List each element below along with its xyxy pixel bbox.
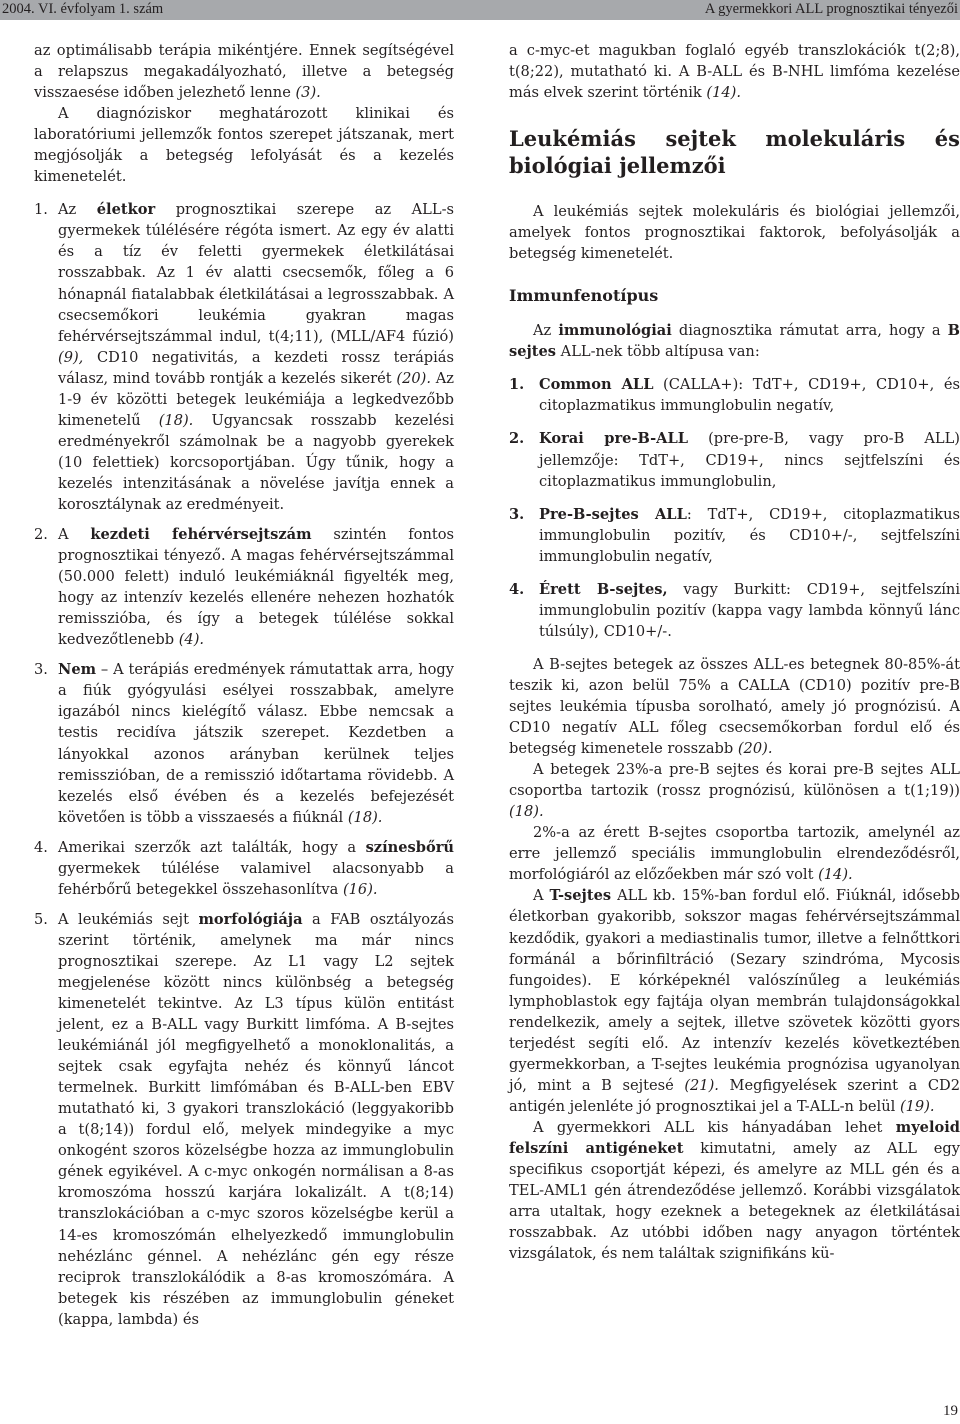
list-item: 3. Pre-B-sejtes ALL: TdT+, CD19+, citoplazmatikus immunglobulin pozitív, és CD10+/-, sejtfelszíni immunglobulin negatív, (509, 505, 960, 565)
list-item: 3. Nem – A terápiás eredmények rámutattak arra, hogy a fiúk gyógyulási esélyei rosszabbak, amelyre igazából nincs kielégítő válasz. Ebbe nemcsak a testis recidíva játszik szerepet. Kezdetben a lányokkal azonos arányban kerülnek teljes remisszióban, de a remisszió időtartama rövidebb. A kezelés első évében és a kezelés befejezését követően is több a visszaesés a fiúknál (18). (34, 661, 454, 826)
paragraph: A gyermekkori ALL kis hányadában lehet myeloid felszíni antigéneket kimutatni, amely az ALL egy specifikus csoportját képezi, és amelyre az MLL gén és a TEL-AML1 gén átrendeződése jellemző. Korábbi vizsgálatok arra utaltak, hogy ezeknek a betegeknek az életkilátásai rosszabbak. Az utóbbi időben nagy anyagon történtek vizsgálatok, és nem találtak szignifikáns kü- (509, 1118, 960, 1263)
list-item: 4. Amerikai szerzők azt találták, hogy a színesbőrű gyermekek túlélése valamivel alacsonyabb a fehérbőrű betegekkel összehasonlítva (16). (34, 838, 454, 898)
running-title: A gyermekkori ALL prognosztikai tényezői (704, 1, 958, 17)
page-header (0, 0, 960, 20)
list-item: 1. Az életkor prognosztikai szerepe az ALL-s gyermekek túlélésére régóta ismert. Az egy év alatti és a tíz év feletti gyermekek életkilátásai rosszabbak. Az 1 év alatti csecsemők, főleg a 6 hónapnál fiatalabbak életkilátásai a legrosszabbak. A csecsemőkori leukémia gyakran magas fehérvérsejtszámmal indul, t(4;11), (MLL/AF4 fúzió) (9), CD10 negativitás, a kezdeti rossz terápiás válasz, mind tovább rontják a kezelés sikerét (20). Az 1-9 év közötti betegek leukémiája a legkedvezőbb kimenetelű (18). Ugyancsak rosszabb kezelési eredményekről számolnak be a nagyobb gyerekek (10 felettiek) korcsoportjában. Úgy tűnik, hogy a kezelés intenzitásának a növelése javítja ennek a korosztálynak az eredményeit. (34, 201, 454, 513)
paragraph: az optimálisabb terápia mikéntjére. Ennek segítségével a relapszus megakadályozható, illetve a betegség visszaesése időben jelezhető lenne (3). (34, 42, 454, 102)
left-column (34, 40, 454, 1330)
right-column (509, 40, 960, 1264)
list-item: 2. A kezdeti fehérvérsejtszám szintén fontos prognosztikai tényező. A magas fehérvérsejtszámmal (50.000 felett) induló leukémiáknál figyelték meg, hogy az intenzív kezelés ellenére nehezen hozhatók remisszióba, és így a betegek túlélése sokkal kedvezőtlenebb (4). (34, 526, 454, 649)
paragraph: A T-sejtes ALL kb. 15%-ban fordul elő. Fiúknál, idősebb életkorban gyakoribb, sokszor magas fehérvérsejtszámmal kezdődik, gyakori a mediastinalis tumor, illetve a felnőttkori formánál a bőrinfiltráció (Sezary szindróma, Mycosis fungoides). E kórképeknél valószínűleg a leukémiás lymphoblastok egy fajtája olyan membrán tulajdonságokkal rendelkezik, amely a sejtek, illetve szövetek közötti gyors terjedést segíti elő. Az intenzív kezelés következtében gyermekkorban, a T-sejtes leukémia prognózisa ugyanolyan jó, mint a B sejtesé (21). Megfigyelések szerint a CD2 antigén jelenléte jó prognosztikai jel a T-ALL-n belül (19). (509, 887, 960, 1115)
list-item: 2. Korai pre-B-ALL (pre-pre-B, vagy pro-B ALL) jellemzője: TdT+, CD19+, nincs sejtfelszíni és citoplazmatikus immunglobulin, (509, 430, 960, 490)
paragraph: a c-myc-et magukban foglaló egyéb transzlokációk t(2;8), t(8;22), mutatható ki. A B-ALL és B-NHL limfóma kezelése más elvek szerint történik (14). (509, 42, 960, 102)
list-item: 4. Érett B-sejtes, vagy Burkitt: CD19+, sejtfelszíni immunglobulin pozitív (kappa vagy lambda könnyű lánc túlsúly), CD10+/-. (509, 580, 960, 640)
section-heading: Leukémiás sejtek molekuláris és biológiai jellemzői (509, 126, 960, 179)
subsection-heading: Immunfenotípus (509, 286, 659, 306)
page-number: 19 (943, 1403, 958, 1419)
paragraph: 2%-a az érett B-sejtes csoportba tartozik, amelynél az erre jellemző speciális immunglobulin elrendeződésről, morfológiáról az előzőekben már szó volt (14). (509, 824, 960, 884)
paragraph: A B-sejtes betegek az összes ALL-es betegnek 80-85%-át teszik ki, azon belül 75% a CALLA (CD10) pozitív pre-B sejtes leukémia típusba sorolható, amely jó prognózisú. A CD10 negatív ALL főleg csecsemőkorban fordul elő és betegség kimenetele rosszabb (20). (509, 655, 960, 758)
paragraph: A betegek 23%-a pre-B sejtes és korai pre-B sejtes ALL csoportba tartozik (rossz prognózisú, különösen a t(1;19)) (18). (509, 761, 960, 821)
paragraph: Az immunológiai diagnosztika rámutat arra, hogy a B sejtes ALL-nek több altípusa van: (509, 322, 960, 361)
paragraph: A leukémiás sejtek molekuláris és biológiai jellemzői, amelyek fontos prognosztikai faktorok, befolyásolják a betegség kimenetelét. (509, 203, 960, 263)
journal-issue: 2004. VI. évfolyam 1. szám (2, 1, 164, 17)
list-item: 1. Common ALL (CALLA+): TdT+, CD19+, CD10+, és citoplazmatikus immunglobulin negatív, (509, 376, 960, 415)
list-item: 5. A leukémiás sejt morfológiája a FAB osztályozás szerint történik, amelynek ma már nincs prognosztikai szerepe. Az L1 vagy L2 sejtek megjelenése között nincs különbség a betegség kimenetelét tekintve. Az L3 típus külön entitást jelent, ez a B-ALL vagy Burkitt limfóma. A B-sejtes leukémiánál jól megfigyelhető a monoklonalitás, a sejtek csak egyfajta nehéz és könnyű láncot termelnek. Burkitt limfómában és B-ALL-ben EBV mutatható ki, 3 gyakori transzlokáció (leggyakoribb a t(8;14)) fordul elő, melyek mindegyike a myc onkogént szoros közelségbe hozza az immunglobulin gének egyikével. A c-myc onkogén normálisan a 8-as kromoszóma hosszú karjára lokalizált. A t(8;14) transzlokációban a c-myc szoros közelségbe kerül a 14-es kromoszómán elhelyezkedő immunglobulin nehézlánc génnel. A nehézlánc gén egy része reciprok transzlokálódik a 8-as kromoszómára. A betegek kis részében az immunglobulin géneket (kappa, lambda) és (34, 910, 454, 1328)
paragraph: A diagnóziskor meghatározott klinikai és laboratóriumi jellemzők fontos szerepet játszanak, mert megjósolják a betegség lefolyását és a kezelés kimenetelét. (34, 105, 454, 186)
